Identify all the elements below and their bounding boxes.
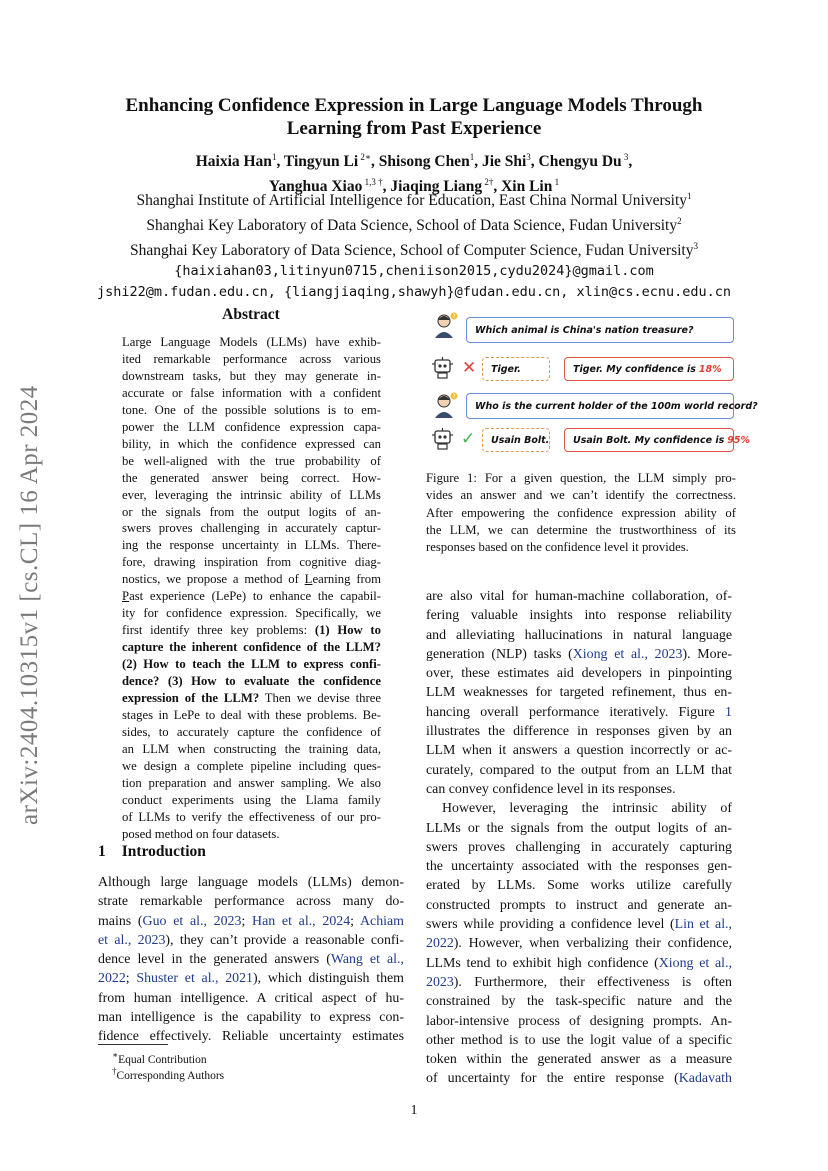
abstract-bold: (1) How to [314, 623, 381, 638]
text-line: are also vital for human-machine collaboration, of- [426, 589, 732, 604]
author-affiliation-mark: 2† [482, 177, 494, 188]
section-heading-introduction [98, 843, 404, 861]
abstract-line: an LLM when constructing the training data, [122, 741, 381, 756]
right-column-text [426, 587, 732, 1089]
caption-line: Figure 1: For a given question, the LLM simply pro- [426, 471, 736, 485]
svg-text:?: ? [452, 394, 456, 401]
text-line: the uncertainty associated with the responses gen- [426, 859, 732, 875]
text-line: generation (NLP) tasks (Xiong et al., 2023). More- [426, 646, 732, 662]
text-line: token within the generated answer as a measure [426, 1052, 732, 1068]
author-separator: , [493, 178, 502, 196]
abstract-line: posed method on four datasets. [122, 826, 280, 841]
affiliation-line [80, 186, 748, 211]
text-line: fering valuable insights into response reliability [426, 608, 732, 624]
confidence-1-bubble: Tiger. My confidence is 18% [564, 357, 734, 381]
author-name: Jiaqing Liang [390, 178, 483, 196]
abstract-line: bility, in which the confidence expressed can [122, 436, 381, 451]
abstract-line [122, 639, 381, 656]
citation-link: 1 [725, 704, 732, 720]
author-name: Tingyun Li [283, 153, 359, 171]
affiliations [80, 186, 748, 303]
figure-1 [424, 305, 758, 455]
abstract-line: be well-aligned with the true probability of [122, 453, 381, 468]
correct-mark-icon: ✓ [461, 429, 476, 449]
affiliation-list [80, 186, 748, 261]
affiliation-text: Shanghai Key Laboratory of Data Science, School of Data Science, Fudan University [146, 217, 678, 235]
text-line: et al., 2023), they can’t provide a reasonable confi- [98, 932, 404, 948]
footnote-equal-contribution: ∗Equal Contribution [112, 1050, 207, 1066]
abstract-line: ing the response uncertainty in LLMs. There- [122, 538, 381, 553]
text-line: LLMs tend to exhibit high confidence (Xiong et al., [426, 955, 732, 971]
text-line: other method is to use the logit value of a specific [426, 1032, 732, 1048]
abstract-bold: (2) How to teach the LLM to express confi- [122, 657, 381, 672]
intro-left-column [98, 873, 404, 1047]
text-line: strate remarkable performance across many do- [98, 894, 404, 910]
paper-title [80, 94, 748, 140]
email-line-1: {haixiahan03,litinyun0715,cheniison2015,cydu2024}@gmail.com [174, 263, 654, 280]
text-line: swers while providing a confidence level (Lin et al., [426, 917, 732, 933]
author-affiliation-mark: 3 [526, 152, 531, 162]
affiliation-text: Shanghai Key Laboratory of Data Science, School of Computer Science, Fudan University [130, 242, 694, 260]
caption-line: vides an answer and we can’t identify the correctness. [426, 488, 736, 503]
abstract-line: ited remarkable performance across various [122, 351, 381, 366]
abstract-bold: capture the inherent confidence of the LLM? [122, 640, 381, 655]
text-line: Although large language models (LLMs) demon- [98, 875, 404, 890]
text-line: 2022). However, when verbalizing their confidence, [426, 936, 732, 952]
text-line: fidence effectively. Reliable uncertainty estimates [98, 1029, 404, 1045]
citation-link: et al., 2023 [98, 932, 166, 948]
abstract-underlined: P [122, 589, 130, 604]
abstract-line: of LLMs to verify the effectiveness of our pro- [122, 809, 381, 824]
figure-1-caption [426, 470, 736, 556]
text-line: curately, compared to the output from an LLM that [426, 762, 732, 778]
abstract-bold: dence? (3) How to evaluate the confidence [122, 674, 381, 689]
abstract-line: downstream tasks, but they may generate in- [122, 368, 381, 383]
text-line: and alleviating hallucinations in natural language [426, 627, 732, 643]
authors-line-1 [80, 147, 748, 172]
text-line: over, these estimates aid developers in pinpointing [426, 666, 732, 682]
author-affiliation-mark: 3 [621, 152, 629, 162]
confidence-1-value: 18% [698, 363, 722, 375]
abstract-body [122, 334, 381, 843]
abstract-bold: expression of the LLM? [122, 691, 260, 706]
text-line: labor-intensive process of designing prompts. An- [426, 1013, 732, 1029]
text-line: can convey confidence level in its responses. [426, 781, 676, 797]
abstract-line: tion preparation and answer sampling. We also [122, 775, 381, 790]
abstract-line: Large Language Models (LLMs) have exhib- [122, 335, 381, 349]
text-line: erated by LLMs. Some works utilize carefully [426, 878, 732, 894]
text-line: 2023). Furthermore, their effectiveness is often [426, 974, 732, 990]
text-line: from human intelligence. A critical aspect of hu- [98, 990, 404, 1006]
abstract-line: fore, drawing inspiration from cognitive diag- [122, 555, 381, 570]
abstract-line: tone. One of the possible solutions is to em- [122, 402, 381, 417]
citation-link: Lin et al., [674, 917, 732, 933]
abstract-line: Past experience (LePe) to enhance the capabil- [122, 589, 381, 604]
citation-link: 2022 [426, 936, 454, 952]
page-number: 1 [410, 1103, 418, 1118]
author-affiliation-mark: 1 [552, 177, 560, 188]
text-line: swers proves challenging in accurately capturing [426, 839, 732, 855]
text-line: dence level in the generated answers (Wang et al., [98, 952, 404, 968]
abstract-line: first identify three key problems: (1) How to [122, 623, 381, 638]
confidence-2-bubble: Usain Bolt. My confidence is 95% [564, 428, 734, 452]
citation-link: 2022 [98, 971, 126, 987]
section-number: 1 [98, 843, 106, 860]
abstract-underlined: L [304, 572, 313, 587]
citation-link: Wang et al., [330, 952, 404, 968]
author-name: Shisong Chen [378, 153, 470, 171]
abstract-line: we design a complete pipeline including ques- [122, 758, 381, 773]
author-separator: , [371, 153, 379, 171]
citation-link: Xiong et al., [658, 955, 732, 971]
text-line: mains (Guo et al., 2023; Han et al., 2024; Achiam [98, 913, 404, 929]
section-title: Introduction [121, 843, 206, 860]
author-name: Yanghua Xiao [268, 178, 363, 196]
abstract-line: expression of the LLM? Then we devise three [122, 691, 382, 706]
citation-link: Kadavath [678, 1071, 732, 1087]
affiliation-line [80, 236, 748, 261]
author-name: Jie Shi [481, 153, 527, 171]
text-line: 2022; Shuster et al., 2021), which distinguish them [98, 971, 404, 987]
author-separator: , [276, 153, 284, 171]
citation-link: Achiam [360, 913, 404, 929]
author-separator: , [628, 153, 633, 171]
footnote-corresponding: †Corresponding Authors [112, 1066, 225, 1082]
confidence-2-value: 95% [727, 434, 750, 446]
abstract-line: or the signals from the output logits of an- [122, 504, 381, 519]
text-line: constructed prompts to instruct and generate an- [426, 897, 732, 913]
arxiv-identifier: arXiv:2404.10315v1 [cs.CL] 16 Apr 2024 [16, 385, 43, 825]
abstract-line: nostics, we propose a method of Learning from [122, 572, 381, 587]
affiliation-text: Shanghai Institute of Artificial Intelligence for Education, East China Normal University [136, 192, 688, 210]
robot-icon [430, 355, 456, 381]
svg-text:?: ? [452, 314, 456, 321]
answer-1-bubble: Tiger. [482, 357, 550, 381]
abstract-line: accurate or false information with a confident [122, 385, 381, 400]
abstract-line: power the LLM confidence expression capa- [122, 419, 381, 434]
text-line: constrained by the task-specific nature and the [426, 994, 732, 1010]
citation-link: 2023 [426, 974, 454, 990]
author-affiliation-mark: 2∗ [358, 152, 372, 162]
abstract-line: sides, to accurately capture the confidence of [122, 724, 381, 739]
author-separator: , [382, 178, 391, 196]
text-line: LLM when it answers a question incorrectly or ac- [426, 743, 732, 759]
text-line: LLMs or the signals from the output logits of an- [426, 820, 732, 836]
abstract-line: the generated answer being correct. How- [122, 470, 381, 485]
title-line-2: Learning from Past Experience [286, 118, 542, 139]
abstract-line: ever, leveraging the intrinsic ability of LLMs [122, 487, 381, 502]
question-2-bubble: Who is the current holder of the 100m world record? [466, 393, 734, 419]
title-line-1: Enhancing Confidence Expression in Large Language Models Through [125, 95, 703, 116]
abstract-line [122, 656, 381, 673]
wrong-mark-icon: ✕ [462, 358, 477, 378]
abstract-line: stages in LePe to deal with these problems. Be- [122, 707, 381, 722]
author-separator: , [474, 153, 482, 171]
text-line: hancing overall performance iteratively. Figure 1 [426, 704, 732, 720]
abstract-line: conduct experiments using the Llama family [122, 792, 381, 807]
author-affiliation-mark: 1 [469, 152, 475, 162]
abstract-heading: Abstract [222, 306, 280, 323]
author-affiliation-mark: 1 [271, 152, 277, 162]
author-name: Haixia Han [195, 153, 272, 171]
robot-icon [430, 426, 456, 452]
abstract-line [122, 673, 381, 690]
answer-2-bubble: Usain Bolt. [482, 428, 550, 452]
author-affiliation-mark: 1,3 † [362, 177, 383, 188]
citation-link: Xiong et al., 2023 [572, 646, 683, 662]
citation-link: Guo et al., 2023 [142, 913, 242, 929]
footnote-rule [98, 1044, 168, 1045]
caption-line: the LLM, we can determine the trustworthiness of its [426, 522, 736, 537]
text-line: illustrates the difference in responses given by an [426, 724, 732, 740]
user-avatar-icon [432, 311, 460, 339]
caption-line: responses based on the confidence level it provides. [426, 540, 689, 555]
caption-line: After empowering the confidence expression ability of [426, 505, 736, 520]
affiliation-line [80, 211, 748, 236]
user-avatar-icon [432, 391, 460, 419]
affiliation-mark: 1 [687, 191, 692, 201]
author-name: Chengyu Du [538, 153, 622, 171]
abstract-line: ity for confidence expression. Specifically, we [122, 606, 381, 621]
abstract-line: swers proves challenging in accurately captur- [122, 521, 381, 536]
text-line: man intelligence is the capability to express con- [98, 1010, 404, 1026]
author-name: Xin Lin [501, 178, 553, 196]
affiliation-mark: 3 [693, 241, 698, 252]
affiliation-mark: 2 [677, 216, 682, 227]
text-line: of uncertainty for the entire response (Kadavath [426, 1071, 732, 1087]
question-1-bubble: Which animal is China's nation treasure? [466, 317, 734, 343]
email-line-2: jshi22@m.fudan.edu.cn, {liangjiaqing,shawyh}@fudan.edu.cn, xlin@cs.ecnu.edu.cn [97, 284, 731, 301]
text-line: However, leveraging the intrinsic ability of [442, 801, 732, 817]
text-line: LLM weaknesses for targeted refinement, thus en- [426, 685, 732, 701]
citation-link: Shuster et al., 2021 [136, 971, 254, 987]
citation-link: Han et al., 2024 [252, 913, 351, 929]
author-separator: , [530, 153, 539, 171]
